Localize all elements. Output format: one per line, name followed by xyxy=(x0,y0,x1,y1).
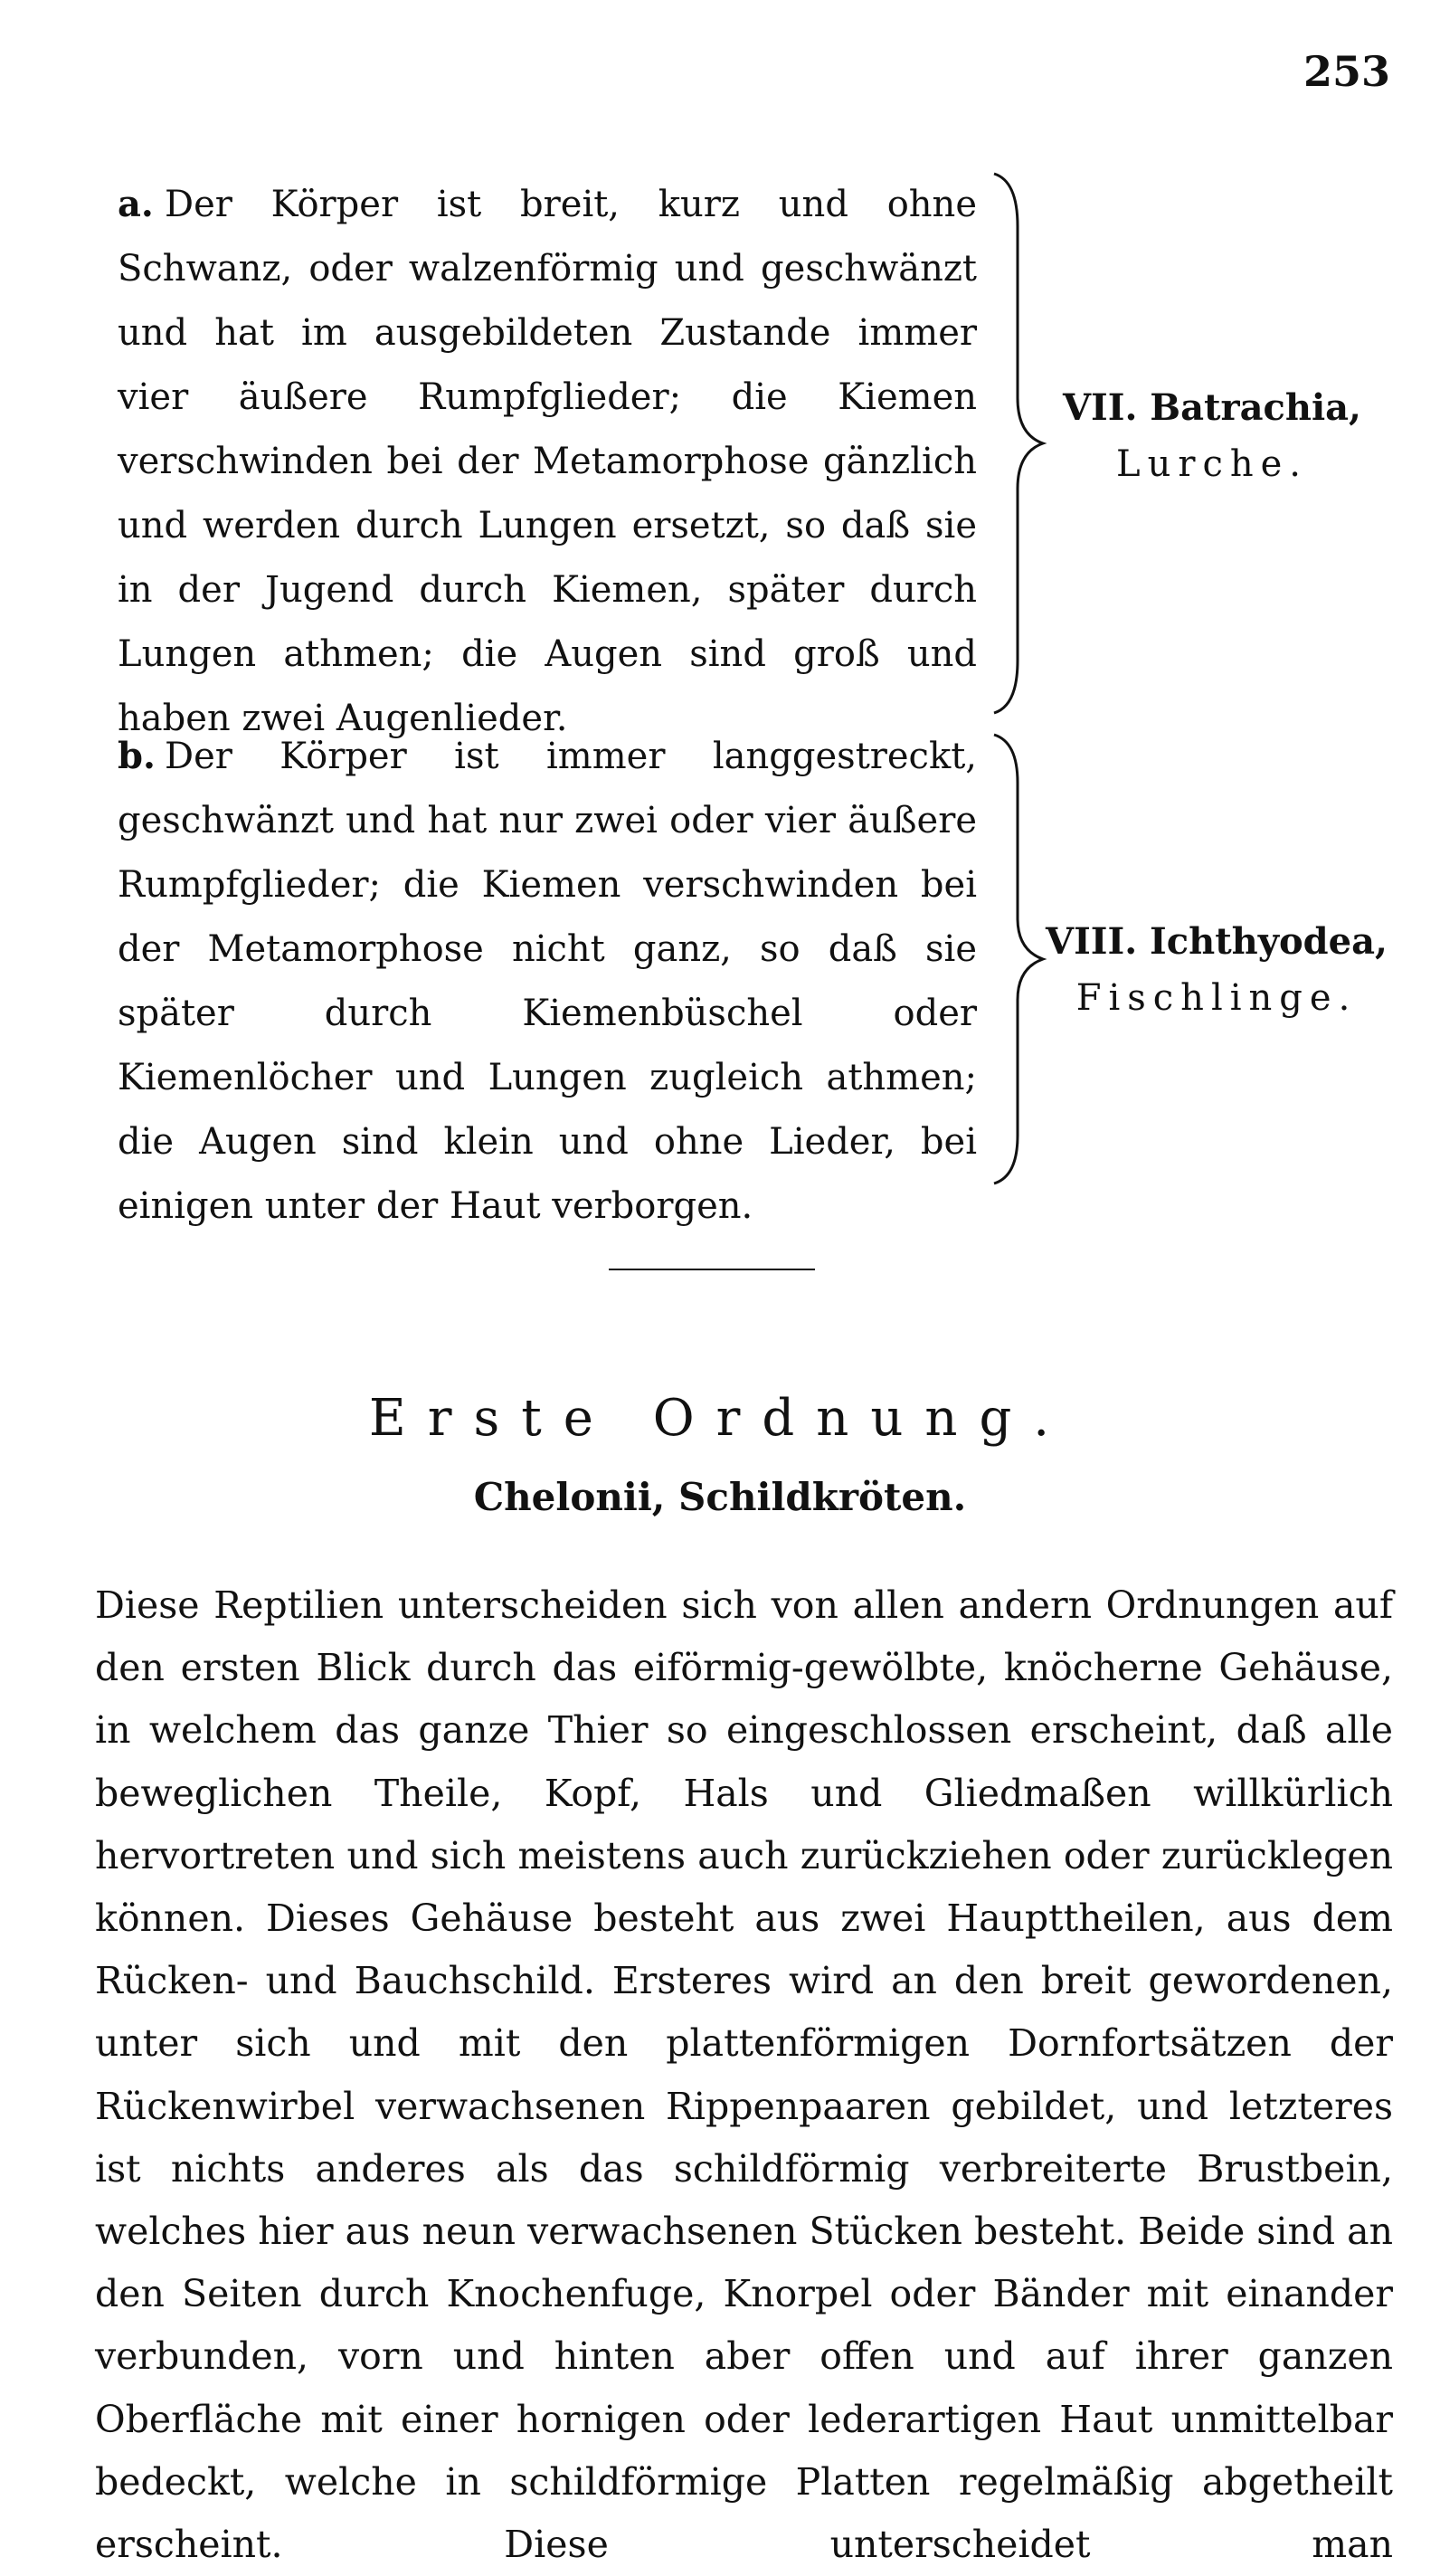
key-entry-b-text xyxy=(118,724,977,1239)
taxon-a-german: Lurche. xyxy=(1116,443,1308,485)
taxon-a xyxy=(1031,380,1393,492)
key-entry-a xyxy=(118,172,1393,751)
key-entry-b-label: b. xyxy=(118,735,156,777)
section-divider xyxy=(609,1269,815,1270)
key-entry-a-text xyxy=(118,172,977,751)
order-title: Erste Ordnung. xyxy=(368,1389,1072,1448)
page-number: 253 xyxy=(1303,47,1390,96)
order-subtitle: Chelonii, Schildkröten. xyxy=(473,1475,967,1519)
taxon-a-latin: VII. Batrachia, xyxy=(1063,386,1361,429)
key-entry-a-description: Der Körper ist breit, kurz und ohne Schwanz, oder walzenförmig und geschwänzt und hat im ausgebildeten Zustande immer vier äußere Rumpfglieder; die Kiemen verschwinden bei der Metamorphose gänzlich und werden durch Lungen ersetzt, so daß sie in der Jugend durch Kiemen, später durch Lungen athmen; die Augen sind groß und haben zwei Augenlieder. xyxy=(118,184,977,739)
key-entry-b xyxy=(118,724,1393,1231)
taxon-b-german: Fischlinge. xyxy=(1075,977,1358,1019)
key-entry-a-label: a. xyxy=(118,183,154,225)
body-paragraph: Diese Reptilien unterscheiden sich von allen andern Ordnungen auf den ersten Blick durch das eiförmig-gewölbte, knöcherne Gehäuse, in welchem das ganze Thier so eingeschlossen erscheint, daß alle beweglichen Theile, Kopf, Hals und Gliedmaßen willkürlich hervortreten und sich meistens auch zurückziehen oder zurücklegen können. Dieses Gehäuse besteht aus zwei Haupttheilen, aus dem Rücken- und Bauchschild. Ersteres wird an den breit gewordenen, unter sich und mit den plattenförmigen Dornfortsätzen der Rückenwirbel verwachsenen Rippenpaaren gebildet, und letzteres ist nichts anderes als das schildförmig verbreiterte Brustbein, welches hier aus neun verwachsenen Stücken besteht. Beide sind an den Seiten durch Knochenfuge, Knorpel oder Bänder mit einander verbunden, vorn und hinten aber offen und auf ihrer ganzen Oberfläche mit einer hornigen oder lederartigen Haut unmittelbar bedeckt, welche in schildförmige Platten regelmäßig abgetheilt erscheint. Diese unterscheidet man xyxy=(95,1583,1393,2567)
taxon-b-latin: VIII. Ichthyodea, xyxy=(1046,920,1388,963)
taxon-b xyxy=(1027,914,1407,1026)
key-entry-b-description: Der Körper ist immer langgestreckt, geschwänzt und hat nur zwei oder vier äußere Rumpfglieder; die Kiemen verschwinden bei der Metamorphose nicht ganz, so daß sie später durch Kiemenbüschel oder Kiemenlöcher und Lungen zugleich athmen; die Augen sind klein und ohne Lieder, bei einigen unter der Haut verborgen. xyxy=(118,736,977,1227)
